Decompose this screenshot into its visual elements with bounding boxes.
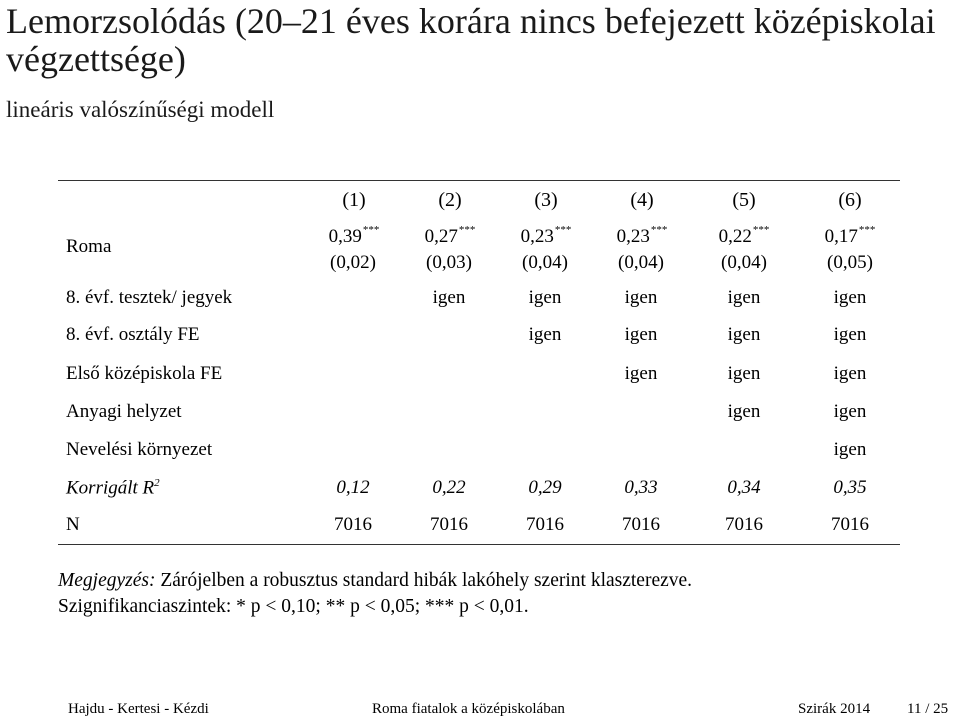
r2-cell: 0,33 [624, 477, 658, 498]
significance-stars: *** [458, 224, 476, 236]
footer-page-number: 11 / 25 [907, 701, 949, 717]
roma-se: (0,04) [522, 252, 568, 273]
control-cell: igen [833, 324, 867, 345]
significance-stars: *** [858, 224, 876, 236]
n-cell: 7016 [430, 514, 468, 535]
row-label-r2: Korrigált $R^2$ [66, 477, 160, 499]
roma-coef: 0,39*** [328, 224, 380, 247]
r2-cell: 0,34 [727, 477, 761, 498]
control-cell: igen [833, 287, 867, 308]
row-label-control: 8. évf. tesztek/ jegyek [66, 287, 233, 308]
n-cell: 7016 [622, 514, 660, 535]
roma-se: (0,04) [618, 252, 664, 273]
slide-subtitle: lineáris valószínűségi modell [6, 97, 275, 122]
control-cell: igen [528, 324, 562, 345]
note-text: Zárójelben a robusztus standard hibák lakóhely szerint klaszterezve. [155, 570, 693, 591]
control-cell: igen [727, 324, 761, 345]
footer-authors: Hajdu - Kertesi - Kézdi [68, 701, 209, 717]
roma-se: (0,05) [827, 252, 873, 273]
control-cell: igen [833, 401, 867, 422]
roma-coef: 0,22*** [718, 224, 770, 247]
control-cell: igen [727, 401, 761, 422]
significance-stars: *** [362, 224, 380, 236]
slide-title: Lemorzsolódás (20–21 éves korára nincs befejezett középiskolai végzettsége) [6, 1, 936, 79]
significance-note: Szignifikanciaszintek: * p < 0,10; ** p < 0,05; *** p < 0,01. [58, 596, 529, 617]
significance-stars: *** [554, 224, 572, 236]
footer-venue: Szirák 2014 [798, 701, 871, 717]
n-cell: 7016 [526, 514, 564, 535]
r2-cell: 0,35 [833, 477, 867, 498]
row-label-control: 8. évf. osztály FE [66, 324, 200, 345]
control-cell: igen [528, 287, 562, 308]
row-label-control: Első középiskola FE [66, 363, 223, 384]
row-label-roma: Roma [66, 236, 112, 257]
significance-stars: *** [650, 224, 668, 236]
slide-footer [0, 698, 960, 721]
column-header: (1) [342, 189, 366, 211]
control-cell: igen [624, 324, 658, 345]
roma-coef: 0,23*** [616, 224, 668, 247]
roma-coef: 0,23*** [520, 224, 572, 247]
control-cell: igen [833, 363, 867, 384]
roma-coef: 0,17*** [824, 224, 876, 247]
control-cell: igen [624, 287, 658, 308]
roma-se: (0,03) [426, 252, 472, 273]
footer-talk-title: Roma fiatalok a középiskolában [372, 701, 565, 717]
control-cell: igen [432, 287, 466, 308]
significance-stars: *** [752, 224, 770, 236]
r2-cell: 0,12 [336, 477, 370, 498]
row-label-control: Anyagi helyzet [66, 401, 182, 422]
column-header: (2) [438, 189, 462, 211]
r2-cell: 0,22 [432, 477, 466, 498]
control-cell: igen [833, 439, 867, 460]
n-cell: 7016 [334, 514, 372, 535]
row-label-n: N [66, 514, 80, 535]
table-bottom-rule [58, 544, 900, 545]
roma-coef: 0,27*** [424, 224, 476, 247]
control-cell: igen [727, 363, 761, 384]
roma-se: (0,02) [330, 252, 376, 273]
n-cell: 7016 [725, 514, 763, 535]
control-cell: igen [727, 287, 761, 308]
roma-se: (0,04) [721, 252, 767, 273]
note-label: Megjegyzés: [58, 570, 156, 591]
table-top-rule [58, 180, 900, 181]
column-header: (5) [732, 189, 756, 211]
row-label-control: Nevelési környezet [66, 439, 213, 460]
table-note [58, 570, 692, 592]
control-cell: igen [624, 363, 658, 384]
n-cell: 7016 [831, 514, 869, 535]
column-header: (4) [630, 189, 654, 211]
column-header: (6) [838, 189, 862, 211]
column-header: (3) [534, 189, 558, 211]
r2-cell: 0,29 [528, 477, 562, 498]
